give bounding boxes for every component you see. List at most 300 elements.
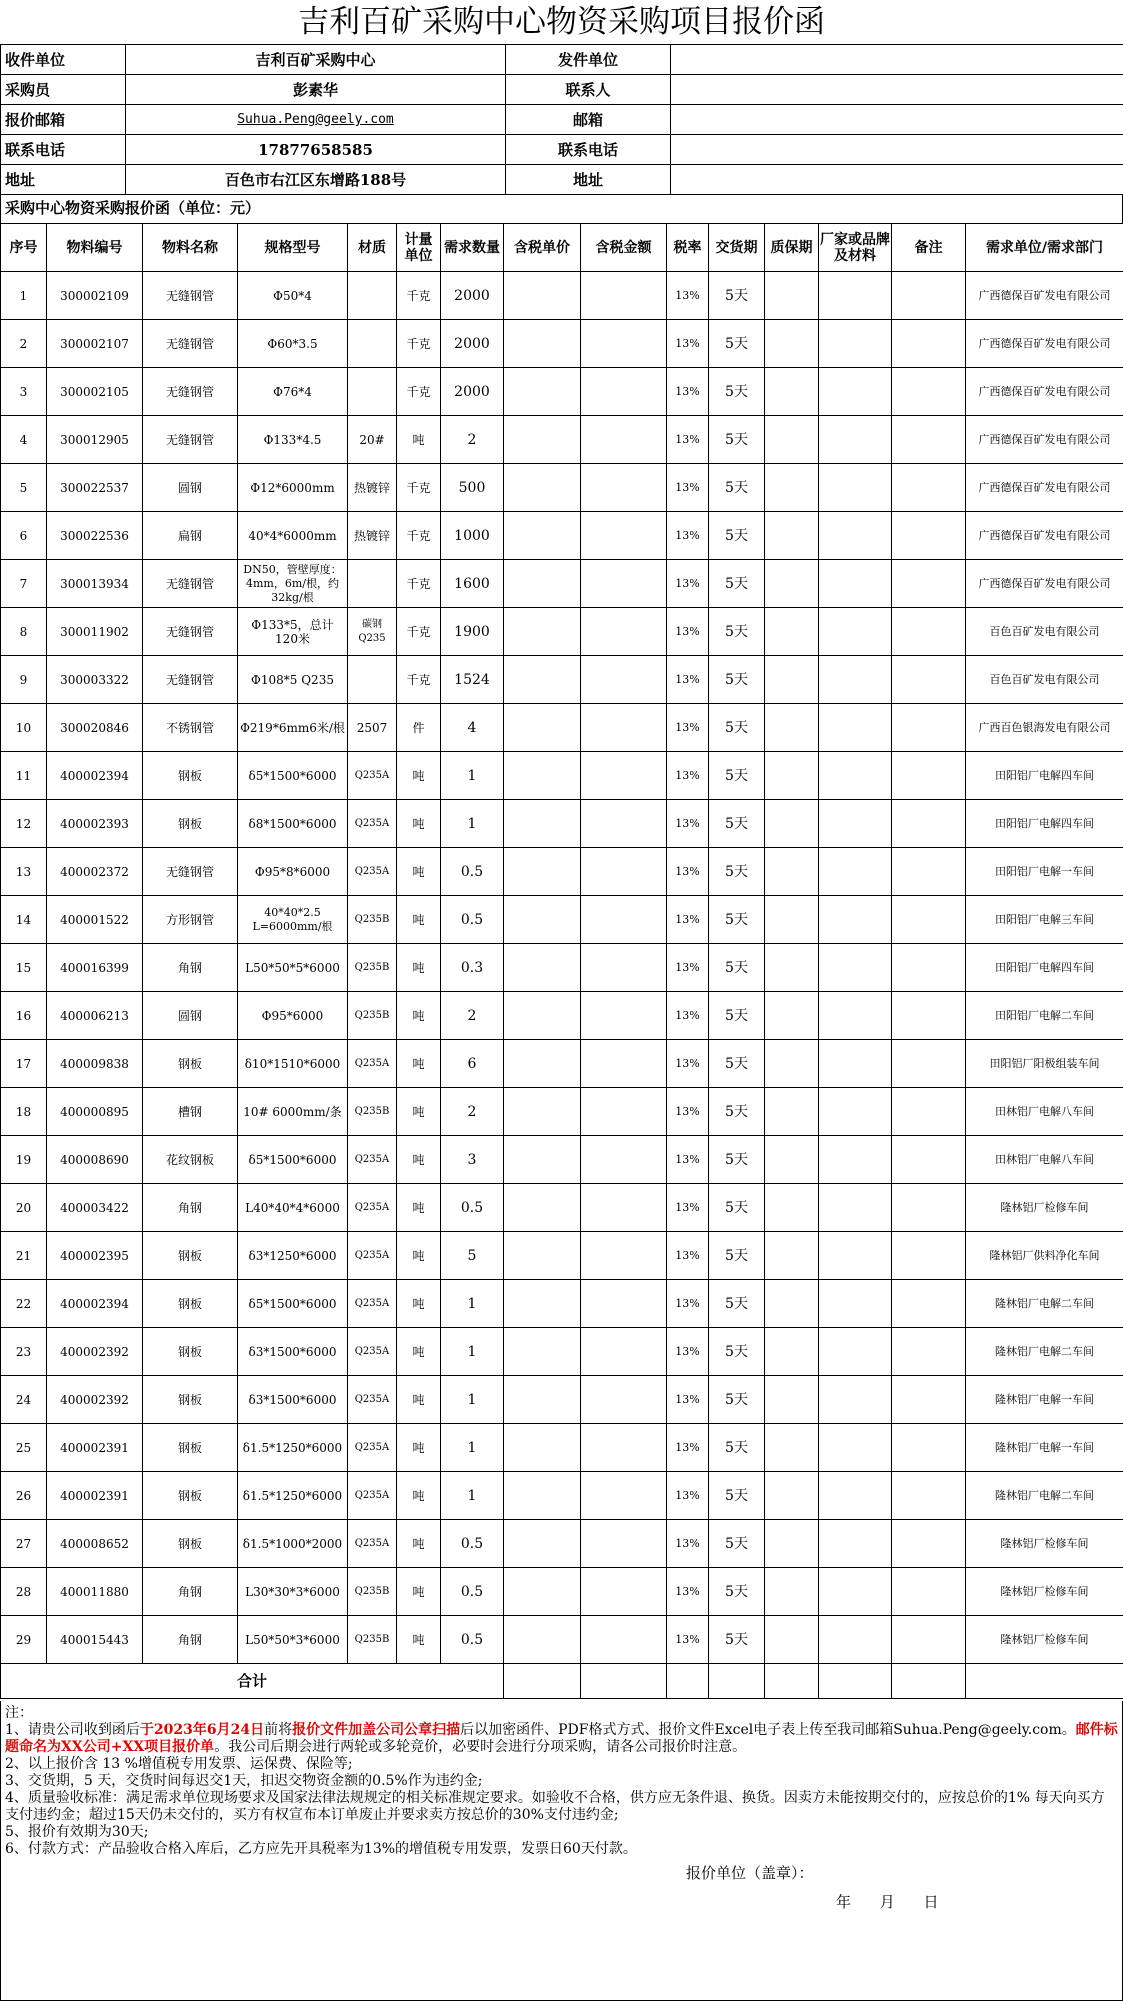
cell-remark[interactable] [892, 992, 966, 1040]
cell-material: Q235A [348, 1136, 397, 1184]
cell-code: 400016399 [47, 944, 143, 992]
cell-remark[interactable] [892, 1280, 966, 1328]
cell-warranty[interactable] [765, 800, 819, 848]
cell-dept: 广西德保百矿发电有限公司 [966, 464, 1123, 512]
cell-amount[interactable] [581, 1520, 667, 1568]
cell-amount[interactable] [581, 848, 667, 896]
cell-remark[interactable] [892, 848, 966, 896]
cell-unit: 吨 [397, 1424, 441, 1472]
cell-spec: δ1.5*1000*2000 [238, 1520, 348, 1568]
cell-brand[interactable] [819, 272, 892, 320]
cell-unit: 吨 [397, 1040, 441, 1088]
cell-brand[interactable] [819, 1040, 892, 1088]
cell-remark[interactable] [892, 368, 966, 416]
info-input[interactable] [671, 75, 1123, 105]
cell-remark[interactable] [892, 464, 966, 512]
cell-tax: 13% [667, 704, 709, 752]
cell-amount[interactable] [581, 608, 667, 656]
cell-amount[interactable] [581, 704, 667, 752]
cell-dept: 田阳铝厂电解二车间 [966, 992, 1123, 1040]
cell-warranty[interactable] [765, 1520, 819, 1568]
cell-seq: 15 [1, 944, 47, 992]
cell-amount[interactable] [581, 800, 667, 848]
cell-warranty[interactable] [765, 1568, 819, 1616]
note-5: 5、报价有效期为30天; [5, 1824, 149, 1840]
cell-seq: 5 [1, 464, 47, 512]
table-row [1, 896, 1123, 944]
cell-price[interactable] [504, 1568, 581, 1616]
cell-seq: 19 [1, 1136, 47, 1184]
cell-price[interactable] [504, 704, 581, 752]
cell-price[interactable] [504, 560, 581, 608]
cell-brand[interactable] [819, 464, 892, 512]
cell-remark[interactable] [892, 1232, 966, 1280]
cell-material [348, 272, 397, 320]
cell-warranty[interactable] [765, 848, 819, 896]
cell-price[interactable] [504, 1088, 581, 1136]
cell-brand[interactable] [819, 1088, 892, 1136]
cell-remark[interactable] [892, 608, 966, 656]
cell-dept: 田阳铝厂电解四车间 [966, 800, 1123, 848]
cell-delivery: 5天 [709, 1184, 765, 1232]
cell-price[interactable] [504, 896, 581, 944]
cell-unit: 吨 [397, 752, 441, 800]
cell-warranty[interactable] [765, 992, 819, 1040]
table-row [1, 1328, 1123, 1376]
cell-material: 热镀锌 [348, 464, 397, 512]
cell-amount[interactable] [581, 1472, 667, 1520]
cell-warranty[interactable] [765, 272, 819, 320]
cell-tax: 13% [667, 1520, 709, 1568]
cell-amount[interactable] [581, 1376, 667, 1424]
cell-spec: δ3*1250*6000 [238, 1232, 348, 1280]
cell-warranty[interactable] [765, 1472, 819, 1520]
cell-brand[interactable] [819, 848, 892, 896]
cell-material: Q235A [348, 1472, 397, 1520]
cell-tax: 13% [667, 1088, 709, 1136]
cell-warranty[interactable] [765, 368, 819, 416]
cell-brand[interactable] [819, 1424, 892, 1472]
cell-warranty[interactable] [765, 416, 819, 464]
cell-remark[interactable] [892, 560, 966, 608]
cell-amount[interactable] [581, 1088, 667, 1136]
cell-warranty[interactable] [765, 608, 819, 656]
cell-brand[interactable] [819, 1136, 892, 1184]
cell-remark[interactable] [892, 1184, 966, 1232]
cell-code: 300022537 [47, 464, 143, 512]
cell-brand[interactable] [819, 1376, 892, 1424]
cell-delivery: 5天 [709, 992, 765, 1040]
cell-seq: 3 [1, 368, 47, 416]
cell-price[interactable] [504, 368, 581, 416]
info-input[interactable] [671, 165, 1123, 195]
cell-name: 扁钢 [143, 512, 238, 560]
cell-qty: 1 [441, 1328, 504, 1376]
cell-warranty[interactable] [765, 464, 819, 512]
total-cell[interactable] [892, 1664, 966, 1699]
cell-qty: 2 [441, 416, 504, 464]
cell-dept: 隆林铝厂电解一车间 [966, 1376, 1123, 1424]
cell-amount[interactable] [581, 1040, 667, 1088]
cell-remark[interactable] [892, 944, 966, 992]
cell-warranty[interactable] [765, 752, 819, 800]
cell-brand[interactable] [819, 512, 892, 560]
cell-brand[interactable] [819, 1328, 892, 1376]
cell-warranty[interactable] [765, 656, 819, 704]
cell-delivery: 5天 [709, 944, 765, 992]
cell-price[interactable] [504, 656, 581, 704]
cell-dept: 田阳铝厂电解一车间 [966, 848, 1123, 896]
cell-price[interactable] [504, 1616, 581, 1664]
cell-remark[interactable] [892, 800, 966, 848]
cell-delivery: 5天 [709, 1376, 765, 1424]
cell-amount[interactable] [581, 1232, 667, 1280]
cell-price[interactable] [504, 1424, 581, 1472]
cell-price[interactable] [504, 848, 581, 896]
cell-price[interactable] [504, 800, 581, 848]
cell-remark[interactable] [892, 1472, 966, 1520]
info-label: 联系人 [506, 75, 671, 105]
cell-brand[interactable] [819, 992, 892, 1040]
cell-seq: 29 [1, 1616, 47, 1664]
info-label: 邮箱 [506, 105, 671, 135]
info-input[interactable] [671, 105, 1123, 135]
cell-remark[interactable] [892, 1376, 966, 1424]
cell-remark[interactable] [892, 272, 966, 320]
cell-code: 400008690 [47, 1136, 143, 1184]
cell-remark[interactable] [892, 1088, 966, 1136]
cell-material: Q235B [348, 1088, 397, 1136]
table-row [1, 1568, 1123, 1616]
info-label: 发件单位 [506, 45, 671, 75]
cell-delivery: 5天 [709, 1328, 765, 1376]
cell-unit: 吨 [397, 1136, 441, 1184]
cell-warranty[interactable] [765, 1424, 819, 1472]
cell-amount[interactable] [581, 1280, 667, 1328]
cell-delivery: 5天 [709, 512, 765, 560]
cell-delivery: 5天 [709, 1040, 765, 1088]
cell-name: 钢板 [143, 1424, 238, 1472]
cell-amount[interactable] [581, 464, 667, 512]
cell-tax: 13% [667, 608, 709, 656]
cell-material: Q235B [348, 1616, 397, 1664]
total-cell[interactable] [504, 1664, 581, 1699]
cell-tax: 13% [667, 896, 709, 944]
note-1-text-c: 前将 [264, 1722, 293, 1738]
cell-spec: 40*40*2.5 L=6000mm/根 [238, 896, 348, 944]
total-label: 合计 [1, 1664, 504, 1699]
cell-delivery: 5天 [709, 1520, 765, 1568]
cell-amount[interactable] [581, 560, 667, 608]
header-dept: 需求单位/需求部门 [966, 224, 1123, 272]
cell-qty: 1600 [441, 560, 504, 608]
cell-price[interactable] [504, 944, 581, 992]
cell-remark[interactable] [892, 1616, 966, 1664]
cell-brand[interactable] [819, 320, 892, 368]
cell-remark[interactable] [892, 1328, 966, 1376]
cell-remark[interactable] [892, 752, 966, 800]
cell-brand[interactable] [819, 416, 892, 464]
cell-dept: 田阳铝厂电解四车间 [966, 752, 1123, 800]
cell-price[interactable] [504, 1040, 581, 1088]
total-cell[interactable] [765, 1664, 819, 1699]
cell-material: Q235A [348, 1040, 397, 1088]
cell-code: 400002391 [47, 1424, 143, 1472]
cell-warranty[interactable] [765, 1376, 819, 1424]
cell-amount[interactable] [581, 992, 667, 1040]
cell-qty: 500 [441, 464, 504, 512]
info-label: 地址 [1, 165, 126, 195]
cell-code: 400008652 [47, 1520, 143, 1568]
cell-amount[interactable] [581, 896, 667, 944]
cell-brand[interactable] [819, 1472, 892, 1520]
cell-material: Q235A [348, 1424, 397, 1472]
cell-qty: 2 [441, 992, 504, 1040]
cell-unit: 吨 [397, 848, 441, 896]
cell-dept: 隆林铝厂电解二车间 [966, 1472, 1123, 1520]
cell-brand[interactable] [819, 944, 892, 992]
cell-spec: L30*30*3*6000 [238, 1568, 348, 1616]
cell-name: 钢板 [143, 1520, 238, 1568]
cell-brand[interactable] [819, 368, 892, 416]
cell-spec: Φ60*3.5 [238, 320, 348, 368]
table-row [1, 1088, 1123, 1136]
table-row [1, 848, 1123, 896]
cell-remark[interactable] [892, 512, 966, 560]
cell-delivery: 5天 [709, 1232, 765, 1280]
cell-qty: 6 [441, 1040, 504, 1088]
notes-heading: 注： [5, 1705, 33, 1721]
cell-price[interactable] [504, 1232, 581, 1280]
cell-price[interactable] [504, 512, 581, 560]
cell-seq: 14 [1, 896, 47, 944]
cell-amount[interactable] [581, 1568, 667, 1616]
cell-spec: δ1.5*1250*6000 [238, 1424, 348, 1472]
cell-spec: Φ50*4 [238, 272, 348, 320]
cell-remark[interactable] [892, 704, 966, 752]
cell-dept: 广西德保百矿发电有限公司 [966, 272, 1123, 320]
cell-dept: 隆林铝厂检修车间 [966, 1184, 1123, 1232]
cell-material: 热镀锌 [348, 512, 397, 560]
cell-amount[interactable] [581, 1328, 667, 1376]
cell-remark[interactable] [892, 1136, 966, 1184]
cell-code: 400011880 [47, 1568, 143, 1616]
cell-warranty[interactable] [765, 1136, 819, 1184]
cell-remark[interactable] [892, 896, 966, 944]
cell-price[interactable] [504, 416, 581, 464]
cell-name: 花纹钢板 [143, 1136, 238, 1184]
cell-amount[interactable] [581, 752, 667, 800]
cell-unit: 吨 [397, 416, 441, 464]
cell-tax: 13% [667, 1184, 709, 1232]
cell-delivery: 5天 [709, 1616, 765, 1664]
cell-amount[interactable] [581, 272, 667, 320]
cell-price[interactable] [504, 1184, 581, 1232]
cell-code: 400006213 [47, 992, 143, 1040]
cell-price[interactable] [504, 1376, 581, 1424]
info-row [1, 135, 1123, 165]
cell-price[interactable] [504, 272, 581, 320]
cell-price[interactable] [504, 1520, 581, 1568]
cell-warranty[interactable] [765, 1616, 819, 1664]
cell-price[interactable] [504, 992, 581, 1040]
cell-remark[interactable] [892, 1568, 966, 1616]
cell-warranty[interactable] [765, 1040, 819, 1088]
cell-code: 400002393 [47, 800, 143, 848]
cell-seq: 2 [1, 320, 47, 368]
cell-remark[interactable] [892, 1520, 966, 1568]
cell-amount[interactable] [581, 1184, 667, 1232]
cell-amount[interactable] [581, 1424, 667, 1472]
header-unit: 计量单位 [397, 224, 441, 272]
cell-spec: DN50，管壁厚度：4mm，6m/根，约32kg/根 [238, 560, 348, 608]
cell-amount[interactable] [581, 512, 667, 560]
cell-brand[interactable] [819, 704, 892, 752]
cell-warranty[interactable] [765, 1232, 819, 1280]
cell-tax: 13% [667, 1328, 709, 1376]
cell-qty: 4 [441, 704, 504, 752]
cell-amount[interactable] [581, 416, 667, 464]
cell-name: 钢板 [143, 752, 238, 800]
cell-amount[interactable] [581, 368, 667, 416]
cell-name: 钢板 [143, 800, 238, 848]
cell-delivery: 5天 [709, 1568, 765, 1616]
cell-amount[interactable] [581, 944, 667, 992]
cell-spec: Φ108*5 Q235 [238, 656, 348, 704]
total-cell[interactable] [709, 1664, 765, 1699]
cell-seq: 16 [1, 992, 47, 1040]
table-row [1, 992, 1123, 1040]
cell-price[interactable] [504, 752, 581, 800]
cell-brand[interactable] [819, 752, 892, 800]
note-1-text-a: 1、请贵公司收到函后 [5, 1722, 140, 1738]
cell-warranty[interactable] [765, 1280, 819, 1328]
cell-unit: 千克 [397, 272, 441, 320]
table-row [1, 1472, 1123, 1520]
cell-warranty[interactable] [765, 1088, 819, 1136]
cell-amount[interactable] [581, 656, 667, 704]
cell-warranty[interactable] [765, 1184, 819, 1232]
cell-remark[interactable] [892, 1424, 966, 1472]
header-brand: 厂家或品牌及材料 [819, 224, 892, 272]
cell-warranty[interactable] [765, 320, 819, 368]
cell-seq: 8 [1, 608, 47, 656]
cell-warranty[interactable] [765, 560, 819, 608]
cell-qty: 2000 [441, 320, 504, 368]
cell-warranty[interactable] [765, 944, 819, 992]
cell-name: 槽钢 [143, 1088, 238, 1136]
cell-spec: δ5*1500*6000 [238, 752, 348, 800]
cell-warranty[interactable] [765, 512, 819, 560]
cell-spec: Φ219*6mm6米/根 [238, 704, 348, 752]
info-row [1, 165, 1123, 195]
cell-price[interactable] [504, 1472, 581, 1520]
cell-spec: Φ133*4.5 [238, 416, 348, 464]
cell-remark[interactable] [892, 656, 966, 704]
cell-warranty[interactable] [765, 896, 819, 944]
total-cell[interactable] [667, 1664, 709, 1699]
cell-tax: 13% [667, 1376, 709, 1424]
cell-tax: 13% [667, 1616, 709, 1664]
cell-unit: 吨 [397, 1568, 441, 1616]
cell-tax: 13% [667, 560, 709, 608]
total-cell[interactable] [966, 1664, 1123, 1699]
cell-remark[interactable] [892, 416, 966, 464]
cell-brand[interactable] [819, 560, 892, 608]
cell-delivery: 5天 [709, 896, 765, 944]
cell-brand[interactable] [819, 1232, 892, 1280]
cell-warranty[interactable] [765, 704, 819, 752]
cell-unit: 千克 [397, 608, 441, 656]
cell-dept: 百色百矿发电有限公司 [966, 608, 1123, 656]
cell-price[interactable] [504, 1280, 581, 1328]
cell-unit: 吨 [397, 1328, 441, 1376]
cell-price[interactable] [504, 1136, 581, 1184]
cell-brand[interactable] [819, 1520, 892, 1568]
info-value: 吉利百矿采购中心 [126, 45, 506, 75]
cell-unit: 千克 [397, 560, 441, 608]
cell-tax: 13% [667, 1136, 709, 1184]
cell-dept: 隆林铝厂电解二车间 [966, 1280, 1123, 1328]
cell-price[interactable] [504, 320, 581, 368]
cell-qty: 1524 [441, 656, 504, 704]
cell-price[interactable] [504, 608, 581, 656]
cell-delivery: 5天 [709, 608, 765, 656]
cell-amount[interactable] [581, 1616, 667, 1664]
total-cell[interactable] [819, 1664, 892, 1699]
cell-dept: 隆林铝厂供料净化车间 [966, 1232, 1123, 1280]
cell-spec: δ3*1500*6000 [238, 1376, 348, 1424]
info-input[interactable] [671, 135, 1123, 165]
cell-brand[interactable] [819, 656, 892, 704]
cell-name: 角钢 [143, 1184, 238, 1232]
cell-brand[interactable] [819, 800, 892, 848]
cell-brand[interactable] [819, 1616, 892, 1664]
cell-remark[interactable] [892, 320, 966, 368]
total-cell[interactable] [581, 1664, 667, 1699]
table-row [1, 1376, 1123, 1424]
cell-price[interactable] [504, 464, 581, 512]
table-row [1, 656, 1123, 704]
cell-brand[interactable] [819, 608, 892, 656]
cell-name: 圆钢 [143, 992, 238, 1040]
cell-amount[interactable] [581, 320, 667, 368]
cell-tax: 13% [667, 1568, 709, 1616]
cell-tax: 13% [667, 848, 709, 896]
cell-brand[interactable] [819, 1184, 892, 1232]
cell-name: 方形钢管 [143, 896, 238, 944]
cell-brand[interactable] [819, 896, 892, 944]
cell-qty: 5 [441, 1232, 504, 1280]
cell-brand[interactable] [819, 1568, 892, 1616]
header-price: 含税单价 [504, 224, 581, 272]
cell-warranty[interactable] [765, 1328, 819, 1376]
cell-amount[interactable] [581, 1136, 667, 1184]
cell-tax: 13% [667, 320, 709, 368]
cell-delivery: 5天 [709, 752, 765, 800]
cell-brand[interactable] [819, 1280, 892, 1328]
cell-qty: 0.5 [441, 1520, 504, 1568]
cell-unit: 吨 [397, 1472, 441, 1520]
cell-code: 400000895 [47, 1088, 143, 1136]
cell-qty: 0.5 [441, 1568, 504, 1616]
cell-price[interactable] [504, 1328, 581, 1376]
info-input[interactable] [671, 45, 1123, 75]
table-row [1, 752, 1123, 800]
cell-remark[interactable] [892, 1040, 966, 1088]
table-row [1, 1232, 1123, 1280]
info-row [1, 75, 1123, 105]
